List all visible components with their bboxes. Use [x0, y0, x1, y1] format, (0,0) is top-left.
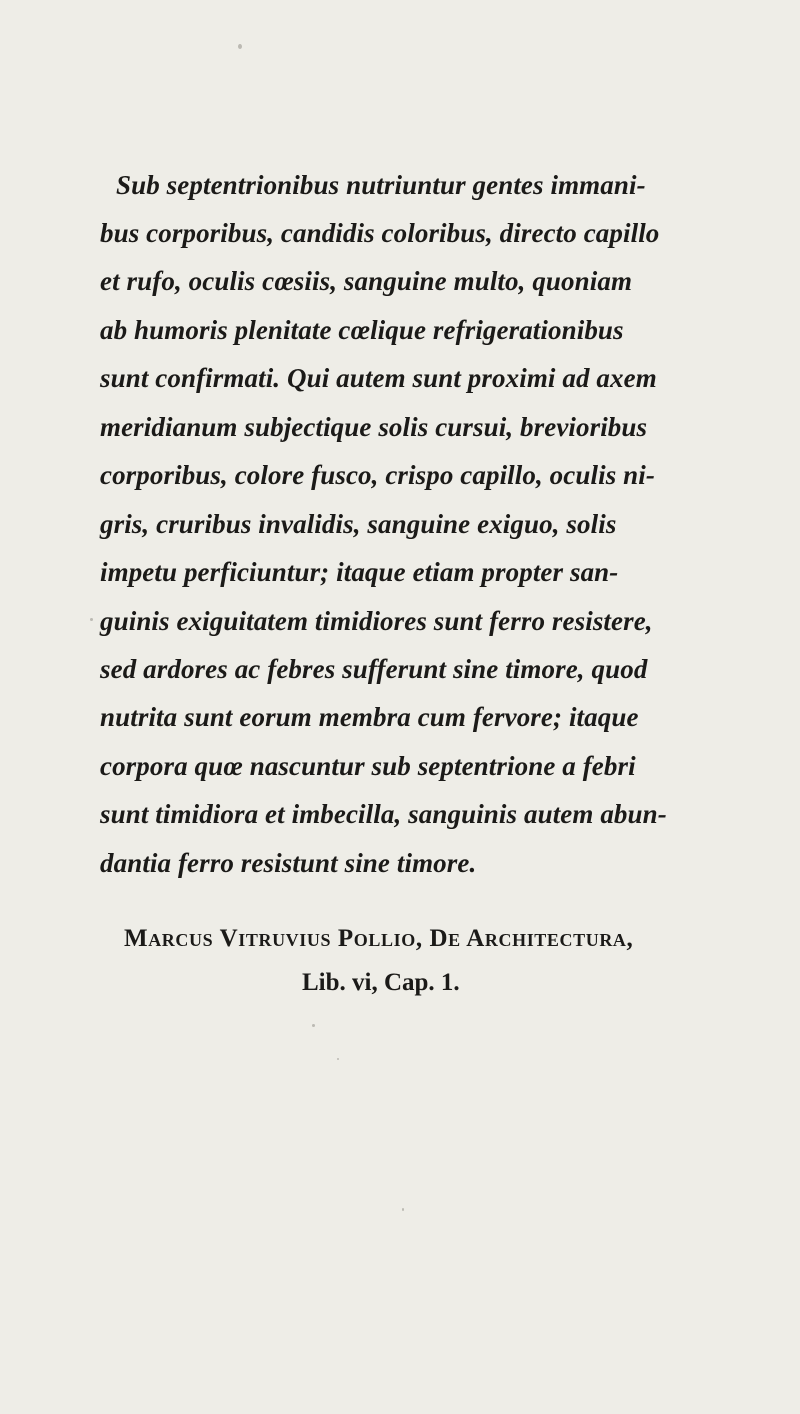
passage-line: corpora quœ nascuntur sub septentrione a febri [100, 751, 636, 781]
passage-line: bus corporibus, candidis coloribus, directo capillo [100, 218, 660, 248]
attribution-reference: Lib. vi, Cap. 1. [302, 969, 460, 996]
passage-line: Sub septentrionibus nutriuntur gentes immani- [116, 170, 646, 200]
passage-line: sunt timidiora et imbecilla, sanguinis autem abun- [100, 799, 667, 829]
passage-line: nutrita sunt eorum membra cum fervore; itaque [100, 702, 639, 732]
passage-line: dantia ferro resistunt sine timore. [100, 848, 477, 878]
passage-line: meridianum subjectique solis cursui, brevioribus [100, 412, 648, 442]
passage-line: ab humoris plenitate cœlique refrigerationibus [100, 315, 624, 345]
paper-speck [238, 44, 242, 49]
passage-line: sed ardores ac febres sufferunt sine timore, quod [100, 654, 648, 684]
passage-line: sunt confirmati. Qui autem sunt proximi ad axem [100, 363, 657, 393]
passage-line: corporibus, colore fusco, crispo capillo, oculis ni- [100, 460, 655, 490]
attribution-author-work: Marcus Vitruvius Pollio, De Architectura, [124, 925, 634, 952]
passage-line: guinis exiguitatem timidiores sunt ferro resistere, [100, 606, 653, 636]
paper-speck [90, 618, 93, 621]
passage-line: et rufo, oculis cœsiis, sanguine multo, quoniam [100, 266, 633, 296]
paper-speck [337, 1058, 339, 1060]
paper-speck [312, 1024, 315, 1027]
paper-speck [402, 1208, 404, 1211]
passage-line: gris, cruribus invalidis, sanguine exiguo, solis [100, 509, 617, 539]
passage-line: impetu perficiuntur; itaque etiam propter san- [100, 557, 619, 587]
